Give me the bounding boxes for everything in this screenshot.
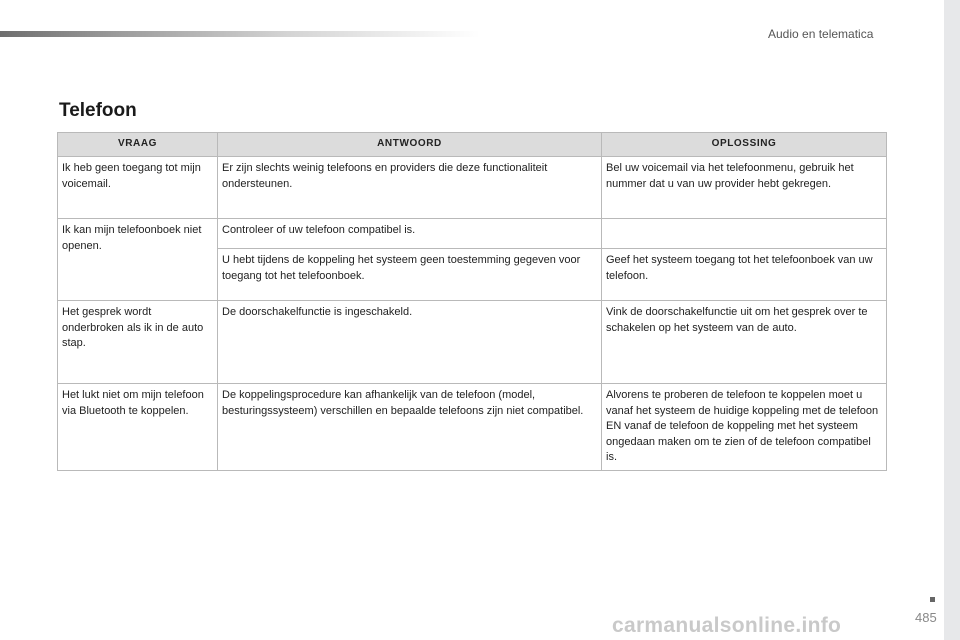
question-cell: Ik kan mijn telefoonboek niet openen. [58, 219, 218, 301]
header-decorative-bar [0, 31, 480, 37]
answer-cell: U hebt tijdens de koppeling het systeem geen toestemming gegeven voor toegang tot het telefoonboek. [218, 249, 602, 301]
page-marker-dot [930, 597, 935, 602]
answer-cell: Controleer of uw telefoon compatibel is. [218, 219, 602, 249]
table-row [58, 301, 887, 384]
table-row [58, 384, 887, 471]
table-row [58, 157, 887, 219]
page-title: Telefoon [59, 100, 137, 121]
solution-cell: Vink de doorschakelfunctie uit om het gesprek over te schakelen op het systeem van de auto. [602, 301, 887, 384]
answer-cell: De koppelingsprocedure kan afhankelijk van de telefoon (model, besturingssysteem) verschillen en bepaalde telefoons zijn niet compatibel. [218, 384, 602, 471]
answer-cell: De doorschakelfunctie is ingeschakeld. [218, 301, 602, 384]
question-cell: Ik heb geen toegang tot mijn voicemail. [58, 157, 218, 219]
solution-cell [602, 219, 887, 249]
question-cell: Het gesprek wordt onderbroken als ik in de auto stap. [58, 301, 218, 384]
table-header-row [58, 133, 887, 157]
column-header-solution: OPLOSSING [602, 133, 887, 157]
solution-cell: Alvorens te proberen de telefoon te koppelen moet u vanaf het systeem de huidige koppeling met de telefoon EN vanaf de telefoon de koppeling met het systeem ongedaan maken om te zien of de telefoon compatibel is. [602, 384, 887, 471]
table-row [58, 219, 887, 249]
solution-cell: Geef het systeem toegang tot het telefoonboek van uw telefoon. [602, 249, 887, 301]
page-number: 485 [915, 610, 937, 625]
faq-table [57, 132, 887, 471]
page-edge-strip [944, 0, 960, 640]
answer-cell: Er zijn slechts weinig telefoons en providers die deze functionaliteit ondersteunen. [218, 157, 602, 219]
question-cell: Het lukt niet om mijn telefoon via Bluetooth te koppelen. [58, 384, 218, 471]
column-header-answer: ANTWOORD [218, 133, 602, 157]
solution-cell: Bel uw voicemail via het telefoonmenu, gebruik het nummer dat u van uw provider hebt gekregen. [602, 157, 887, 219]
column-header-question: VRAAG [58, 133, 218, 157]
watermark: carmanualsonline.info [612, 614, 842, 637]
section-label: Audio en telematica [768, 27, 874, 41]
